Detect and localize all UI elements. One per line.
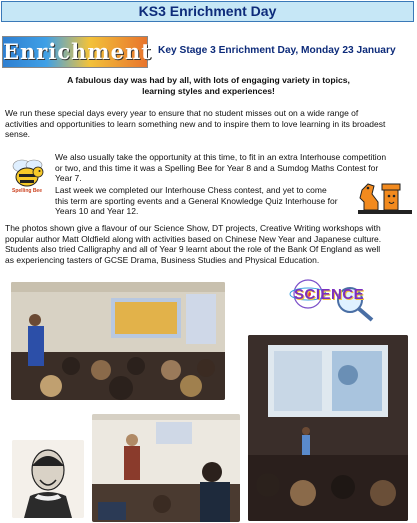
photo-workshop [92,414,240,522]
text-line: Last week we completed our Interhouse Chess contest, and yet to come [55,185,327,195]
text-line: We also usually take the opportunity at this time, to fit in an extra Interhouse competition [55,152,387,162]
paragraph-4 [5,223,415,265]
text-line: as experiencing tasters of GCSE Drama, Business Studies and Physical Education. [5,254,320,265]
science-logo [284,272,376,324]
text-line: activities and opportunities to learn something new and to inspire them to love learning in its broadest [5,118,386,129]
page-title: KS3 Enrichment Day [1,1,414,22]
photo-presentation [248,335,408,521]
paragraph-3 [55,185,360,217]
text-line: this term are sporting events and a General Knowledge Quiz Interhouse for [55,195,338,206]
science-logo-text: SCIENCE [294,286,365,303]
intro-text [0,75,417,96]
text-line: We run these special days every year to ensure that no student misses out on a wide range of [5,108,359,118]
intro-line: learning styles and experiences! [142,85,275,96]
text-line: popular author Matt Oldfield along with activities based on Chinese New Year and Japanese culture. [5,233,382,244]
subtitle: Key Stage 3 Enrichment Day, Monday 23 January [158,45,396,56]
photo-science-show [11,282,225,400]
text-line: sense. [5,129,31,139]
enrichment-logo: Enrichment [2,36,148,68]
text-line: The photos shown give a flavour of our Science Show, DT projects, Creative Writing workshops with [5,223,381,233]
spelling-bee-image [4,152,50,198]
paragraph-1 [5,108,415,140]
intro-line: A fabulous day was had by all, with lots of engaging variety in topics, [67,75,350,85]
text-line: Year 7. [55,173,82,183]
text-line: or two, and this time it was a Spelling Bee for Year 8 and a Sumdog Maths Contest for [55,162,379,173]
spelling-bee-caption: Spelling Bee [11,188,42,194]
chess-image [356,172,414,216]
shakespeare-portrait [12,440,84,518]
text-line: Students also tried Calligraphy and all of Year 9 learnt about the role of the Bank Of England as well [5,244,381,254]
text-line: Years 10 and Year 12. [55,206,139,216]
